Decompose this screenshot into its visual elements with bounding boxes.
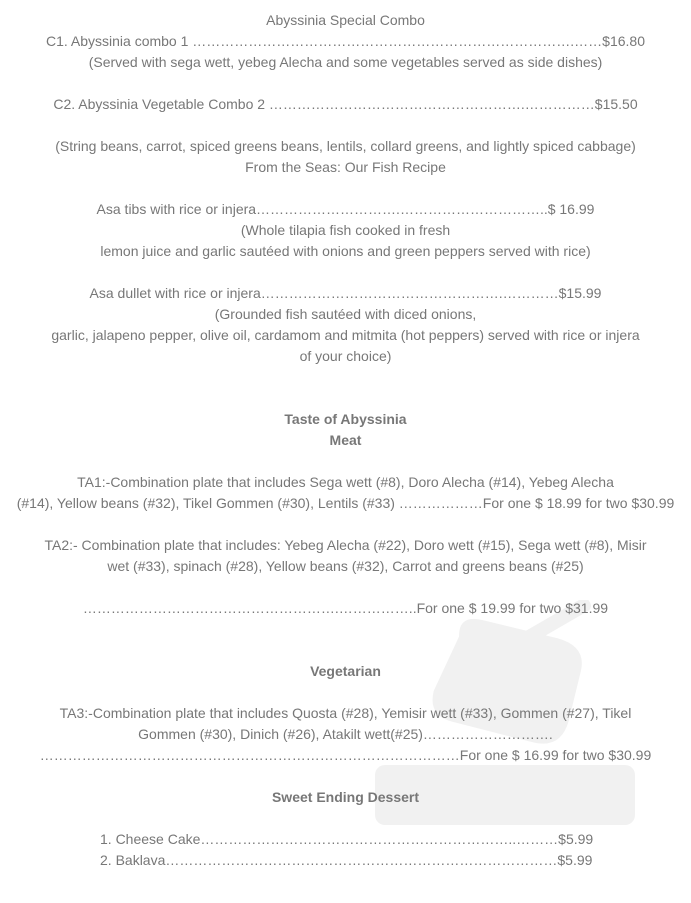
menu-item-asa-tibs-description: (Whole tilapia fish cooked in fresh — [240, 222, 451, 238]
menu-item-ta2-price: ……………………………………………….……………..For one $ 19.99 for two $31.99 — [82, 600, 609, 616]
menu-item-asa-dullet-description: of your choice) — [299, 348, 392, 364]
menu-item-asa-dullet: Asa dullet with rice or injera…………………………………………….…………$15.99 — [89, 285, 602, 301]
menu-item-c2: C2. Abyssinia Vegetable Combo 2 ……………………………………………….……………$15.50 — [53, 96, 638, 112]
menu-item-ta3-price: ………………………………………………………………………………For one $ 16.99 for two $30.99 — [39, 747, 652, 763]
section-title-dessert: Sweet Ending Dessert — [271, 789, 420, 805]
menu-item-asa-tibs-description: lemon juice and garlic sautéed with onions and green peppers served with rice) — [100, 243, 591, 259]
menu-item-ta1: (#14), Yellow beans (#32), Tikel Gommen (#30), Lentils (#33) ………………For one $ 18.99 for two $30.99 — [16, 495, 675, 511]
subsection-title-meat: Meat — [329, 432, 362, 448]
menu-item-asa-tibs: Asa tibs with rice or injera………………………….…………………………..$ 16.99 — [96, 201, 595, 217]
menu-item-ta3: TA3:-Combination plate that includes Quosta (#28), Yemisir wett (#33), Gommen (#27), Tikel — [59, 705, 632, 721]
menu-item-ta3: Gommen (#30), Dinich (#26), Atakilt wett(#25)………………………. — [138, 726, 553, 742]
menu-item-asa-dullet-description: garlic, jalapeno pepper, olive oil, cardamom and mitmita (hot peppers) served with rice or injera — [51, 327, 640, 343]
menu-item-c1-description: (Served with sega wett, yebeg Alecha and some vegetables served as side dishes) — [88, 54, 603, 70]
section-title-special-combo: Abyssinia Special Combo — [266, 12, 425, 28]
subsection-title-vegetarian: Vegetarian — [310, 663, 381, 679]
menu-item-asa-dullet-description: (Grounded fish sautéed with diced onions, — [214, 306, 477, 322]
section-title-taste: Taste of Abyssinia — [284, 411, 407, 427]
dessert-item-cheese-cake: 1. Cheese Cake…………………………………………………………..………$5.99 — [100, 831, 594, 847]
dessert-item-baklava: 2. Baklava…………………………………………………………………………$5.99 — [100, 852, 593, 868]
menu-item-ta2: TA2:- Combination plate that includes: Yebeg Alecha (#22), Doro wett (#15), Sega wett (#8), Misir — [44, 537, 647, 553]
menu-item-ta2: wet (#33), spinach (#28), Yellow beans (#32), Carrot and greens beans (#25) — [107, 558, 584, 574]
menu-item-ta1: TA1:-Combination plate that includes Sega wett (#8), Doro Alecha (#14), Yebeg Alecha — [77, 474, 614, 490]
menu-item-c2-description: (String beans, carrot, spiced greens beans, lentils, collard greens, and lightly spiced cabbage) — [55, 138, 636, 154]
section-title-fish: From the Seas: Our Fish Recipe — [245, 159, 446, 175]
menu-item-c1: C1. Abyssinia combo 1 ……………………………………………………………………….……$16.80 — [45, 33, 645, 49]
